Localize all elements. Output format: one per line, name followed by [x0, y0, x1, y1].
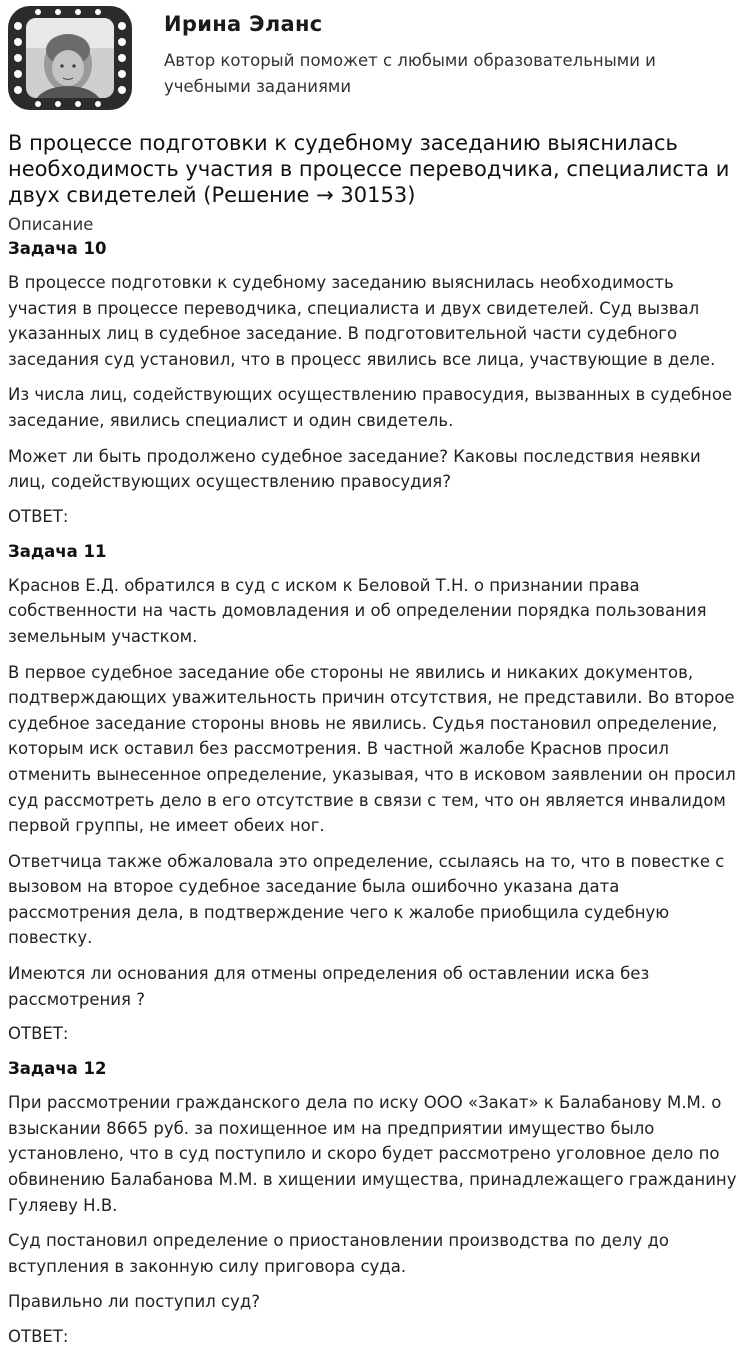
description-label: Описание	[8, 215, 94, 234]
answer-label: ОТВЕТ:	[8, 1024, 69, 1044]
task-paragraph: Ответчица также обжаловала это определение, ссылаясь на то, что в повестке с вызовом на второе судебное заседание была ошибочно указана дата рассмотрения дела, в подтверждение чего к жалобе приобщила судебную повестку.	[8, 851, 725, 948]
author-card	[8, 6, 742, 116]
task-11	[8, 541, 742, 1047]
author-avatar	[8, 6, 132, 110]
task-paragraph: Из числа лиц, содействующих осуществлению правосудия, вызванных в судебное заседание, явились специалист и один свидетель.	[8, 385, 733, 430]
task-paragraph: В первое судебное заседание обе стороны не явились и никаких документов, подтверждающих уважительность причин отсутствия, не представили. Во второе судебное заседание стороны вновь не явились. Судья постановил определение, которым иск оставил без рассмотрения. В частной жалобе Краснов просил отменить вынесенное определение, указывая, что в исковом заявлении он просил суд рассмотреть дело в его отсутствие в связи с тем, что он является инвалидом первой группы, не имеет обеих ног.	[8, 662, 736, 836]
task-paragraph: Может ли быть продолжено судебное заседание? Каковы последствия неявки лиц, содействующих осуществлению правосудия?	[8, 446, 701, 492]
task-heading: Задача 12	[8, 1059, 107, 1079]
author-description: Автор который поможет с любыми образовательными и учебными заданиями	[164, 51, 656, 96]
task-paragraph: Имеются ли основания для отмены определения об оставлении иска без рассмотрения ?	[8, 964, 650, 1009]
task-heading: Задача 10	[8, 239, 107, 258]
task-paragraph: Суд постановил определение о приостановлении производства по делу до вступления в законную силу приговора суда.	[8, 1231, 669, 1276]
task-10	[8, 238, 742, 529]
answer-label: ОТВЕТ:	[8, 506, 69, 526]
answer-label: ОТВЕТ:	[8, 1327, 69, 1346]
task-paragraph: Краснов Е.Д. обратился в суд с иском к Беловой Т.Н. о признании права собственности на часть домовладения и об определении порядка пользования земельным участком.	[8, 575, 707, 646]
page-title: В процессе подготовки к судебному заседанию выяснилась необходимость участия в процессе переводчика, специалиста и двух свидетелей (Решение → 30153)	[8, 131, 730, 207]
task-paragraph: При рассмотрении гражданского дела по иску ООО «Закат» к Балабанову М.М. о взыскании 8665 руб. за похищенное им на предприятии имущество было установлено, что в суд поступило и скоро будет рассмотрено уголовное дело по обвинению Балабанова М.М. в хищении имущества, принадлежащего гражданину Гуляеву Н.В.	[8, 1093, 737, 1215]
article	[8, 130, 742, 1349]
task-paragraph: Правильно ли поступил суд?	[8, 1292, 260, 1312]
author-name: Ирина Эланс	[164, 12, 323, 36]
task-paragraph: В процессе подготовки к судебному заседанию выяснилась необходимость участия в процессе переводчика, специалиста и двух свидетелей. Суд вызвал указанных лиц в судебное заседание. В подготовительной части судебного заседания суд установил, что в процесс явились все лица, участвующие в деле.	[8, 273, 716, 369]
task-heading: Задача 11	[8, 541, 107, 561]
task-12	[8, 1058, 742, 1349]
